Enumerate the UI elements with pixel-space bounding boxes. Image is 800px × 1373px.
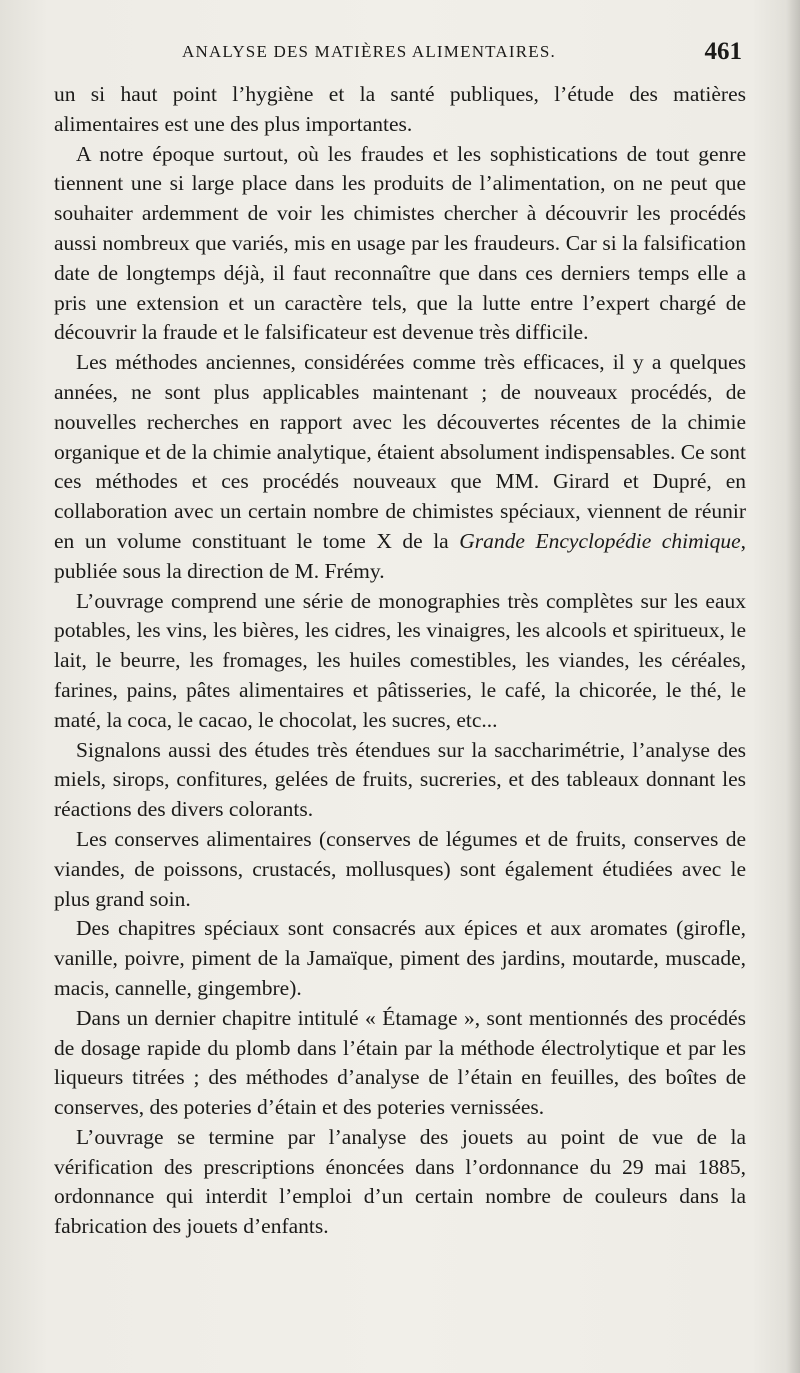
page-edge-shadow: [786, 0, 800, 1373]
paragraph-7: Des chapitres spéciaux sont consacrés aux épices et aux aromates (girofle, vanille, poivre, piment de la Jamaïque, piment des jardins, moutarde, muscade, macis, cannelle, gingembre).: [54, 916, 746, 1000]
paragraph-6: Les conserves alimentaires (conserves de légumes et de fruits, conserves de viandes, de poissons, crustacés, mollusques) sont également étudiées avec le plus grand soin.: [54, 826, 746, 911]
body-text: [54, 80, 746, 1242]
running-title: ANALYSE DES MATIÈRES ALIMENTAIRES.: [182, 42, 556, 61]
paragraph-3-text-before: Les méthodes anciennes, considérées comme très efficaces, il y a quelques années, ne sont plus applicables maintenant ; de nouveaux procédés, de nouvelles recherches en rapport avec les découvertes récentes de la chimie organique et de la chimie analytique, étaient absolument indispensables. Ce sont ces méthodes et ces procédés nouveaux que MM. Girard et Dupré, en collaboration avec un certain nombre de chimistes spéciaux, viennent de réunir en un volume constituant le tome X de la: [54, 350, 746, 553]
paragraph-1: un si haut point l’hygiène et la santé publiques, l’étude des matières alimentaires est une des plus importantes.: [54, 82, 746, 136]
encyclopedia-title: Grande Encyclopédie chimique: [459, 528, 741, 553]
paragraph-3-text-after: , publiée sous la direction de M. Frémy.: [54, 528, 746, 583]
page-header: [52, 40, 742, 74]
paragraph-9: L’ouvrage se termine par l’analyse des jouets au point de vue de la vérification des prescriptions énoncées dans l’ordonnance du 29 mai 1885, ordonnance qui interdit l’emploi d’un certain nombre de couleurs dans la fabrication des jouets d’enfants.: [54, 1124, 746, 1239]
paragraph-8: Dans un dernier chapitre intitulé « Étamage », sont mentionnés des procédés de dosage rapide du plomb dans l’étain par la méthode électrolytique et par les liqueurs titrées ; des méthodes d’analyse de l’étain en feuilles, des boîtes de conserves, des poteries d’étain et des poteries vernissées.: [54, 1005, 746, 1120]
page-number: 461: [704, 38, 742, 65]
paragraph-4: L’ouvrage comprend une série de monographies très complètes sur les eaux potables, les vins, les bières, les cidres, les vinaigres, les alcools et spiritueux, le lait, le beurre, les fromages, les huiles comestibles, les viandes, les céréales, farines, pains, pâtes alimentaires et pâtisseries, le café, la chicorée, le thé, le maté, la coca, le cacao, le chocolat, les sucres, etc...: [54, 588, 746, 732]
paragraph-2: A notre époque surtout, où les fraudes et les sophistications de tout genre tiennent une si large place dans les produits de l’alimentation, on ne peut que souhaiter ardemment de voir les chimistes chercher à découvrir les procédés aussi nombreux que variés, mis en usage par les fraudeurs. Car si la falsification date de longtemps déjà, il faut reconnaître que dans ces derniers temps elle a pris une extension et un caractère tels, que la lutte entre l’expert chargé de découvrir la fraude et le falsificateur est devenue très difficile.: [54, 141, 746, 345]
paragraph-3: [54, 348, 746, 586]
paragraph-5: Signalons aussi des études très étendues sur la saccharimétrie, l’analyse des miels, sirops, confitures, gelées de fruits, sucreries, et des tableaux donnant les réactions des divers colorants.: [54, 737, 746, 822]
